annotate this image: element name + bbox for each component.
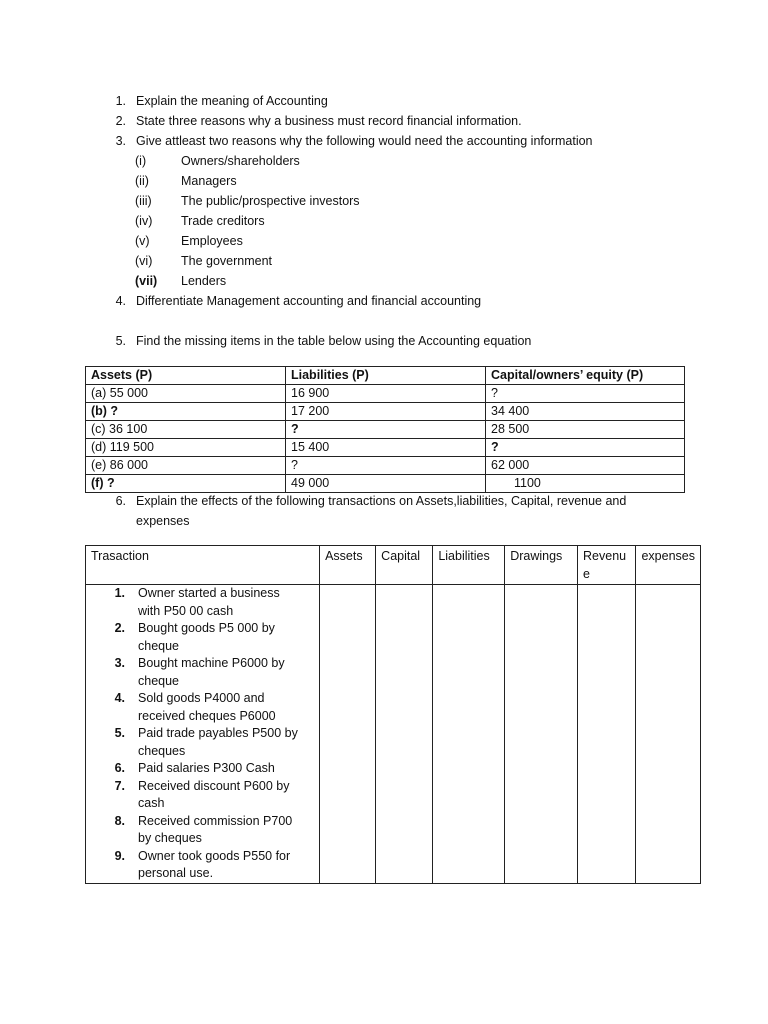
- assets-cell: (a) 55 000: [86, 385, 286, 403]
- roman-numeral: (ii): [135, 174, 149, 188]
- sub-item-text: Owners/shareholders: [181, 154, 300, 168]
- list-item: [86, 760, 319, 778]
- item-number: 4.: [114, 691, 125, 705]
- column-header-expenses: expenses: [636, 546, 701, 585]
- question-text: Explain the meaning of Accounting: [136, 94, 328, 108]
- capital-cell: ?: [486, 439, 685, 457]
- capital-cell: 28 500: [486, 421, 685, 439]
- assets-cell: (f) ?: [86, 475, 286, 493]
- question-number: 5.: [115, 334, 126, 348]
- column-header-drawings: Drawings: [505, 546, 578, 585]
- transaction-cell: [86, 585, 320, 884]
- question-number: 4.: [115, 294, 126, 308]
- item-number: 6.: [114, 761, 125, 775]
- liabilities-cell: ?: [286, 421, 486, 439]
- table-row: [86, 385, 685, 403]
- roman-numeral: (vii): [135, 274, 158, 288]
- transaction-list: [86, 585, 319, 883]
- question-text: Find the missing items in the table below using the Accounting equation: [136, 334, 532, 348]
- item-text: Received discount P600 by cash: [138, 778, 290, 810]
- column-header-liabilities: Liabilities (P): [286, 367, 486, 385]
- roman-numeral: (i): [135, 154, 147, 168]
- column-header-revenue: Revenue: [578, 546, 636, 585]
- table-row: [86, 403, 685, 421]
- sub-item-text: The government: [181, 254, 273, 268]
- capital-cell: [376, 585, 433, 884]
- column-header-capital: Capital/owners’ equity (P): [486, 367, 685, 385]
- accounting-equation-table: [85, 366, 685, 493]
- list-item: [86, 655, 319, 690]
- table-row: [86, 585, 701, 884]
- list-item: [86, 620, 319, 655]
- question-text: State three reasons why a business must record financial information.: [136, 114, 522, 128]
- roman-numeral: (v): [135, 234, 150, 248]
- item-text: Owner took goods P550 for personal use.: [138, 848, 291, 880]
- sub-item-text: Managers: [181, 174, 237, 188]
- table-row: [86, 439, 685, 457]
- item-text: Paid salaries P300 Cash: [138, 761, 275, 775]
- roman-numeral: (iv): [135, 214, 153, 228]
- sub-item-text: Employees: [181, 234, 243, 248]
- assets-cell: (d) 119 500: [86, 439, 286, 457]
- item-number: 5.: [114, 726, 125, 740]
- list-item: [86, 848, 319, 883]
- transactions-table: [85, 545, 701, 884]
- item-number: 3.: [114, 656, 125, 670]
- question-text: Explain the effects of the following transactions on Assets,liabilities, Capital, revenue and: [136, 494, 627, 508]
- roman-numeral: (iii): [135, 194, 152, 208]
- item-number: 7.: [114, 778, 125, 793]
- list-item: [86, 690, 319, 725]
- liabilities-cell: [433, 585, 505, 884]
- roman-numeral: (vi): [135, 254, 153, 268]
- column-header-transaction: Trasaction: [86, 546, 320, 585]
- question-number: 1.: [115, 94, 126, 108]
- capital-cell: 62 000: [486, 457, 685, 475]
- item-text: Owner started a business with P50 00 cash: [138, 586, 280, 618]
- question-number: 3.: [115, 134, 126, 148]
- item-number: 9.: [114, 848, 125, 863]
- question-number: 6.: [115, 494, 126, 508]
- question-text: expenses: [136, 514, 190, 528]
- item-number: 8.: [114, 813, 125, 828]
- question-number: 2.: [115, 114, 126, 128]
- list-item: [86, 813, 319, 848]
- column-header-assets: Assets: [320, 546, 376, 585]
- liabilities-cell: 49 000: [286, 475, 486, 493]
- column-header-liabilities: Liabilities: [433, 546, 505, 585]
- drawings-cell: [505, 585, 578, 884]
- item-text: Paid trade payables P500 by cheques: [138, 726, 298, 758]
- expenses-cell: [636, 585, 701, 884]
- question-text: Give attleast two reasons why the following would need the accounting information: [136, 134, 593, 148]
- column-header-capital: Capital: [376, 546, 433, 585]
- capital-cell: 34 400: [486, 403, 685, 421]
- assets-cell: [320, 585, 376, 884]
- sub-item-text: Lenders: [181, 274, 227, 288]
- list-item: [86, 585, 319, 620]
- table-header-row: [86, 546, 701, 585]
- assets-cell: (e) 86 000: [86, 457, 286, 475]
- table-row: [86, 457, 685, 475]
- item-text: Bought goods P5 000 by cheque: [138, 621, 275, 653]
- table-row: [86, 475, 685, 493]
- table-header-row: [86, 367, 685, 385]
- assets-cell: (c) 36 100: [86, 421, 286, 439]
- list-item: [86, 725, 319, 760]
- sub-item-text: Trade creditors: [181, 214, 265, 228]
- capital-cell: ?: [486, 385, 685, 403]
- capital-cell: 1100: [486, 475, 685, 493]
- item-number: 1.: [114, 586, 125, 600]
- item-number: 2.: [114, 621, 125, 635]
- item-text: Received commission P700 by cheques: [138, 813, 293, 845]
- question-text: Differentiate Management accounting and financial accounting: [136, 294, 482, 308]
- item-text: Sold goods P4000 and received cheques P6000: [138, 691, 276, 723]
- table-row: [86, 421, 685, 439]
- list-item: [86, 778, 319, 813]
- liabilities-cell: 16 900: [286, 385, 486, 403]
- column-header-assets: Assets (P): [86, 367, 286, 385]
- revenue-cell: [578, 585, 636, 884]
- sub-item-text: The public/prospective investors: [181, 194, 360, 208]
- liabilities-cell: 17 200: [286, 403, 486, 421]
- liabilities-cell: 15 400: [286, 439, 486, 457]
- item-text: Bought machine P6000 by cheque: [138, 656, 285, 688]
- assets-cell: (b) ?: [86, 403, 286, 421]
- liabilities-cell: ?: [286, 457, 486, 475]
